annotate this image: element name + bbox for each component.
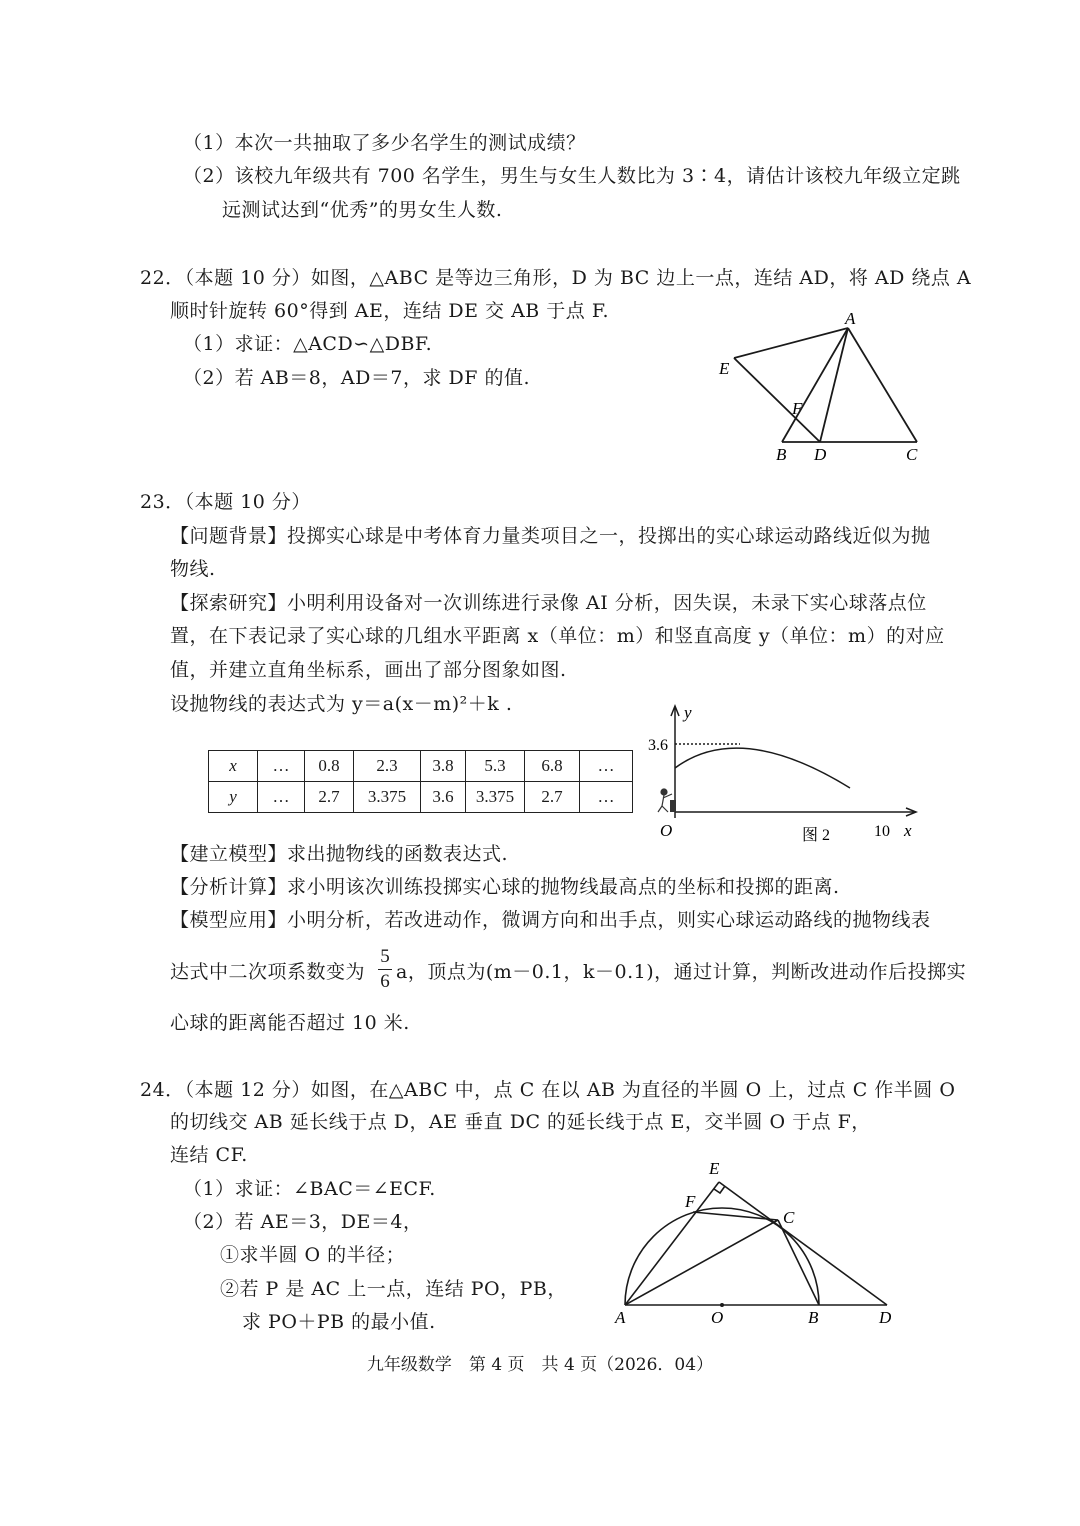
thrower-icon [658, 789, 676, 812]
q23-apply-line2-b: a，顶点为(m－0.1，k－0.1)，通过计算，判断改进动作后投掷实 [396, 961, 967, 983]
q22-stem-line2: 顺时针旋转 60°得到 AE，连结 DE 交 AB 于点 F. [170, 300, 610, 322]
q23-background-line1: 【问题背景】投掷实心球是中考体育力量类项目之一，投掷出的实心球运动路线近似为抛 [170, 525, 931, 547]
graph-x-tick: 10 [874, 823, 890, 840]
q21-part2-line1: （2）该校九年级共有 700 名学生，男生与女生人数比为 3∶4，请估计该校九年级立定跳 [183, 165, 961, 187]
table-cell: 3.375 [466, 782, 525, 813]
table-cell: … [580, 751, 633, 782]
q24-part2-c: 求 PO＋PB 的最小值. [242, 1311, 436, 1333]
label-A: A [615, 1308, 626, 1327]
q24-part2-a: ①求半圆 O 的半径； [220, 1244, 406, 1266]
table-cell: 3.6 [421, 782, 466, 813]
table-cell: 6.8 [525, 751, 580, 782]
q22-stem-line1: 22．（本题 10 分）如图，△ABC 是等边三角形，D 为 BC 边上一点，连结 AD，将 AD 绕点 A [140, 267, 972, 289]
q23-explore-line1: 【探索研究】小明利用设备对一次训练进行录像 AI 分析，因失误，未录下实心球落点位 [170, 592, 927, 614]
q23-fraction [375, 947, 395, 992]
table-cell: 2.7 [525, 782, 580, 813]
label-C: C [906, 445, 918, 464]
fraction-denominator: 6 [380, 971, 390, 992]
table-row-x [209, 751, 633, 782]
q23-background-line2: 物线. [170, 558, 216, 580]
q23-explore-line3: 值，并建立直角坐标系，画出了部分图象如图. [170, 659, 567, 681]
q23-apply-line2-a: 达式中二次项系数变为 [170, 961, 366, 983]
label-C: C [783, 1208, 795, 1227]
table-cell: 0.8 [305, 751, 354, 782]
table-cell: 3.375 [354, 782, 421, 813]
q24-part2-b: ②若 P 是 AC 上一点，连结 PO，PB， [220, 1278, 567, 1300]
graph-origin-label: O [660, 821, 673, 840]
q23-parabola-graph [640, 700, 930, 845]
label-F: F [685, 1192, 696, 1211]
table-row-y [209, 782, 633, 813]
q23-data-table [208, 750, 633, 813]
label-D: D [879, 1308, 892, 1327]
label-E: E [709, 1159, 720, 1178]
table-cell: 2.3 [354, 751, 421, 782]
q23-apply-line1: 【模型应用】小明分析，若改进动作，微调方向和出手点，则实心球运动路线的抛物线表 [170, 909, 931, 931]
q21-part1: （1）本次一共抽取了多少名学生的测试成绩？ [183, 132, 586, 154]
q22-triangle-figure [710, 310, 940, 470]
table-cell: 5.3 [466, 751, 525, 782]
graph-caption: 图 2 [802, 827, 831, 844]
table-cell: x [209, 751, 258, 782]
fraction-numerator: 5 [380, 946, 390, 967]
q23-explore-line2: 置，在下表记录了实心球的几组水平距离 x（单位：m）和竖直高度 y（单位：m）的对应 [170, 625, 945, 647]
q23-formula: 设抛物线的表达式为 y＝a(x－m)²＋k . [170, 693, 513, 715]
label-B: B [808, 1308, 819, 1327]
label-B: B [776, 445, 787, 464]
q21-part2-line2: 远测试达到“优秀”的男女生人数. [222, 199, 503, 221]
table-cell: … [258, 751, 305, 782]
q24-part2: （2）若 AE＝3，DE＝4， [183, 1211, 423, 1233]
q23-analysis: 【分析计算】求小明该次训练投掷实心球的抛物线最高点的坐标和投掷的距离. [170, 876, 840, 898]
graph-y-tick: 3.6 [648, 737, 668, 754]
table-cell: 2.7 [305, 782, 354, 813]
fraction-bar [378, 969, 392, 970]
q24-stem-line2: 的切线交 AB 延长线于点 D，AE 垂直 DC 的延长线于点 E，交半圆 O 于点 F， [170, 1111, 871, 1133]
graph-y-axis-label: y [684, 703, 692, 722]
q23-header: 23．（本题 10 分） [140, 491, 311, 513]
q23-apply-line3: 心球的距离能否超过 10 米. [170, 1012, 410, 1034]
graph-x-axis-label: x [904, 821, 912, 840]
page-footer: 九年级数学 第 4 页 共 4 页（2026．04） [366, 1355, 714, 1375]
table-cell: … [580, 782, 633, 813]
label-F: F [792, 399, 803, 418]
label-E: E [719, 359, 730, 378]
q24-stem-line3: 连结 CF. [170, 1144, 248, 1166]
label-D: D [814, 445, 827, 464]
q24-stem-line1: 24．（本题 12 分）如图，在△ABC 中，点 C 在以 AB 为直径的半圆 O 上，过点 C 作半圆 O [140, 1079, 956, 1101]
center-point-O [720, 1303, 724, 1307]
q22-part2: （2）若 AB＝8，AD＝7，求 DF 的值. [183, 367, 530, 389]
q24-part1: （1）求证：∠BAC＝∠ECF. [183, 1178, 436, 1200]
q22-part1: （1）求证：△ACD∽△DBF. [183, 333, 433, 355]
table-cell: … [258, 782, 305, 813]
label-O: O [711, 1308, 724, 1327]
q23-model: 【建立模型】求出抛物线的函数表达式. [170, 843, 509, 865]
label-A: A [845, 309, 856, 328]
q24-semicircle-figure [605, 1150, 905, 1330]
table-cell: 3.8 [421, 751, 466, 782]
table-cell: y [209, 782, 258, 813]
